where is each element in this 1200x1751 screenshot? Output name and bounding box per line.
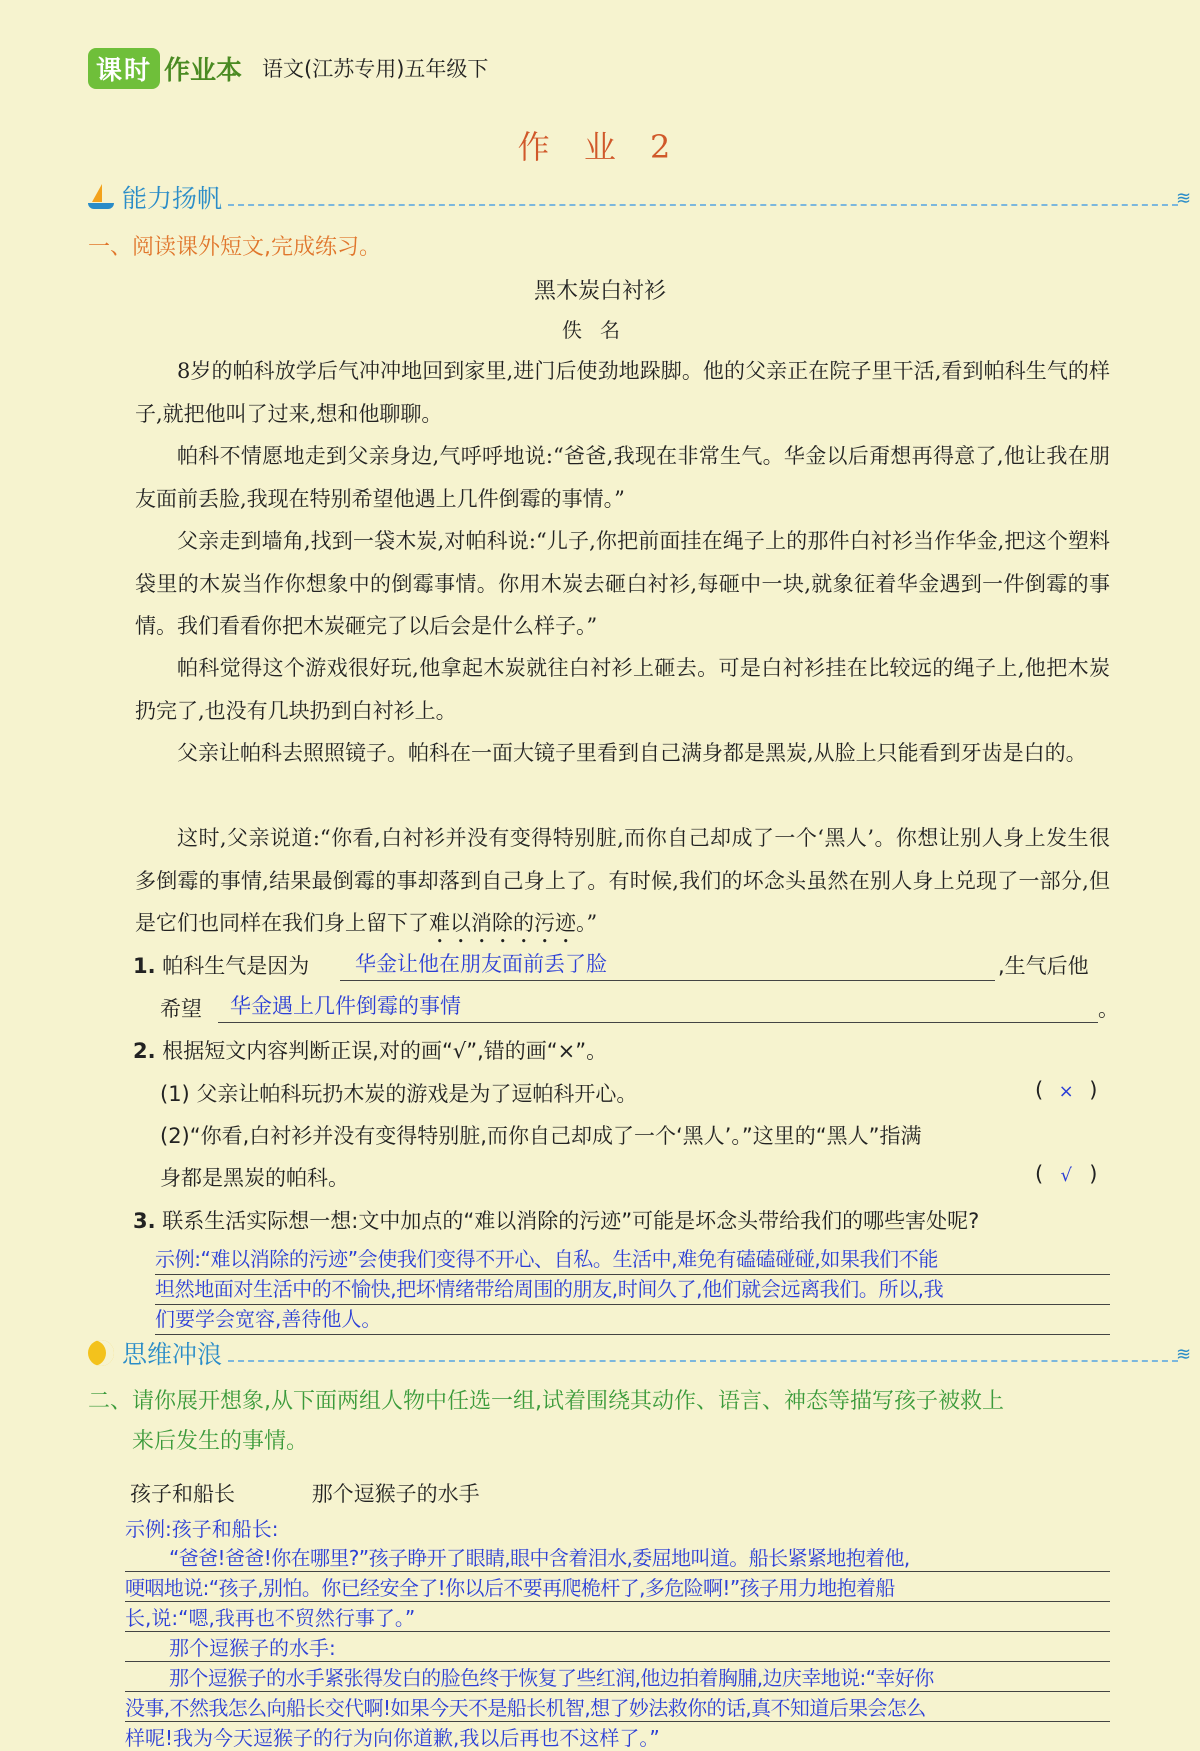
- bracket-right: ): [1089, 1162, 1098, 1186]
- header: [88, 48, 488, 88]
- bracket-left: (: [1035, 1162, 1044, 1186]
- article-last-paragraph: [135, 817, 1110, 948]
- answer-line: [125, 1692, 1110, 1722]
- handwritten-answer: 华金遇上几件倒霉的事情: [230, 994, 461, 1018]
- question-3-prompt: [133, 1205, 979, 1235]
- emphasized-phrase: 难以消除的污迹: [429, 911, 576, 935]
- answer-line: [155, 1245, 1110, 1275]
- handwritten-answer: 没事,不然我怎么向船长交代啊!如果今天不是船长机智,想了妙法救你的话,真不知道后果会怎么: [125, 1696, 926, 1720]
- answer-bracket[interactable]: [1035, 1078, 1097, 1102]
- question-one-heading: 一、阅读课外短文,完成练习。: [88, 235, 381, 260]
- character-choices: [130, 1478, 550, 1508]
- article-title: 黑木炭白衬衫: [533, 279, 666, 304]
- article-paragraph: 帕科不情愿地走到父亲身边,气呼呼地说:“爸爸,我现在非常生气。华金以后甭想再得意了,他让我在朋友面前丢脸,我现在特别希望他遇上几件倒霉的事情。”: [135, 444, 1110, 511]
- question-two-heading: [88, 1382, 1108, 1462]
- question-text: 帕科生气是因为: [162, 954, 310, 978]
- question-3-answer-area[interactable]: [155, 1245, 1110, 1335]
- section-divider: [228, 1360, 1178, 1362]
- article-paragraph: 父亲走到墙角,找到一袋木炭,对帕科说:“儿子,你把前面挂在绳子上的那件白衬衫当作华金,把这个塑料袋里的木炭当作你想象中的倒霉事情。你用木炭去砸白衬衫,每砸中一块,就象征着华金遇到一件倒霉的事情。我们看看你把木炭砸完了以后会是什么样子。”: [135, 529, 1110, 638]
- choice-option: 那个逗猴子的水手: [311, 1482, 480, 1506]
- choice-option: 孩子和船长: [130, 1482, 235, 1506]
- wave-icon: ≋: [1176, 1344, 1192, 1365]
- question-text: 联系生活实际想一想:文中加点的“难以消除的污迹”可能是坏念头带给我们的哪些害处呢?: [162, 1209, 980, 1233]
- answer-line: [125, 1513, 1110, 1542]
- question-text: 身都是黑炭的帕科。: [160, 1166, 349, 1190]
- question-1-line-1: [133, 950, 309, 980]
- question-text: 希望: [160, 997, 202, 1021]
- question-number: 2.: [133, 1039, 156, 1063]
- bracket-right: ): [1089, 1078, 1098, 1102]
- section-ability-label: 能力扬帆: [122, 184, 223, 213]
- handwritten-answer: 坦然地面对生活中的不愉快,把坏情绪带给周围的朋友,时间久了,他们就会远离我们。所以,我: [155, 1277, 944, 1301]
- handwritten-answer: 那个逗猴子的水手:: [169, 1636, 336, 1660]
- article-author: 佚名: [562, 318, 638, 342]
- article-paragraph: 8岁的帕科放学后气冲冲地回到家里,进门后使劲地跺脚。他的父亲正在院子里干活,看到帕科生气的样子,就把他叫了过来,想和他聊聊。: [135, 359, 1110, 426]
- handwritten-mark: √: [1060, 1165, 1072, 1186]
- question-text: ,生气后他: [998, 954, 1089, 978]
- article-paragraph: 这时,父亲说道:“你看,白衬衫并没有变得特别脏,而你自己却成了一个‘黑人’。你想让别人身上发生很多倒霉的事情,结果最倒霉的事却落到自己身上了。有时候,我们的坏念头虽然在别人身上兑现了一部分,但是它们也同样在我们身上留下了: [135, 826, 1110, 935]
- handwritten-answer: 那个逗猴子的水手紧张得发白的脸色终于恢复了些红润,他边拍着胸脯,边庆幸地说:“幸好你: [169, 1666, 934, 1690]
- moon-icon: [88, 1340, 114, 1366]
- answer-line: [125, 1602, 1110, 1632]
- question-text: 根据短文内容判断正误,对的画“√”,错的画“×”。: [162, 1039, 608, 1063]
- handwritten-answer: 哽咽地说:“孩子,别怕。你已经安全了!你以后不要再爬桅杆了,多危险啊!”孩子用力地抱着船: [125, 1576, 895, 1600]
- question-2-prompt: [133, 1035, 607, 1065]
- handwritten-answer: 示例:“难以消除的污迹”会使我们变得不开心、自私。生活中,难免有磕磕碰碰,如果我们不能: [155, 1247, 938, 1271]
- question-two-line: 二、请你展开想象,从下面两组人物中任选一组,试着围绕其动作、语言、神态等描写孩子被救上: [88, 1389, 1004, 1414]
- handwritten-answer: 华金让他在朋友面前丢了脸: [355, 952, 607, 976]
- section-thinking: [88, 1336, 1192, 1370]
- section-ability: [88, 180, 1192, 214]
- logo-text: 作业本: [164, 55, 243, 86]
- answer-line: [125, 1542, 1110, 1572]
- handwritten-mark: ×: [1058, 1081, 1074, 1102]
- answer-line: [125, 1632, 1110, 1662]
- question-number: 1.: [133, 954, 156, 978]
- answer-line: [125, 1572, 1110, 1602]
- question-text: 。: [1098, 997, 1119, 1021]
- question-text: (2)“你看,白衬衫并没有变得特别脏,而你自己却成了一个‘黑人’。”这里的“黑人”指满: [160, 1124, 922, 1148]
- answer-bracket[interactable]: [1035, 1162, 1097, 1186]
- answer-line: [155, 1305, 1110, 1335]
- answer-blank[interactable]: [340, 948, 995, 981]
- handwritten-answer: 示例:孩子和船长:: [125, 1517, 279, 1541]
- bracket-left: (: [1035, 1078, 1044, 1102]
- article-paragraph: 帕科觉得这个游戏很好玩,他拿起木炭就往白衬衫上砸去。可是白衬衫挂在比较远的绳子上,他把木炭扔完了,也没有几块扔到白衬衫上。: [135, 656, 1110, 723]
- handwritten-answer: 们要学会宽容,善待他人。: [155, 1307, 382, 1331]
- answer-blank[interactable]: [218, 990, 1098, 1023]
- answer-line: [125, 1662, 1110, 1692]
- article-paragraph: 父亲让帕科去照照镜子。帕科在一面大镜子里看到自己满身都是黑炭,从脸上只能看到牙齿是白的。: [177, 741, 1087, 765]
- answer-line: [155, 1275, 1110, 1305]
- question-two-line: 来后发生的事情。: [132, 1429, 309, 1454]
- handwritten-answer: “爸爸!爸爸!你在哪里?”孩子睁开了眼睛,眼中含着泪水,委屈地叫道。船长紧紧地抱着他,: [169, 1546, 910, 1570]
- wave-icon: ≋: [1176, 188, 1192, 209]
- section-divider: [228, 204, 1178, 206]
- logo-badge: 课时: [88, 48, 160, 89]
- section-thinking-label: 思维冲浪: [122, 1340, 223, 1369]
- sailboat-icon: [88, 184, 114, 210]
- question-number: 3.: [133, 1209, 156, 1233]
- handwritten-answer: 长,说:“嗯,我再也不贸然行事了。”: [125, 1606, 416, 1630]
- subject-label: 语文(江苏专用)五年级下: [262, 57, 489, 81]
- article-closing: 。”: [576, 911, 598, 935]
- question-two-answer-area[interactable]: [125, 1513, 1110, 1751]
- answer-line: [125, 1722, 1110, 1751]
- question-text: (1) 父亲让帕科玩扔木炭的游戏是为了逗帕科开心。: [160, 1082, 638, 1106]
- handwritten-answer: 样呢!我为今天逗猴子的行为向你道歉,我以后再也不这样了。”: [125, 1726, 660, 1750]
- homework-title: 作 业 2: [517, 128, 683, 166]
